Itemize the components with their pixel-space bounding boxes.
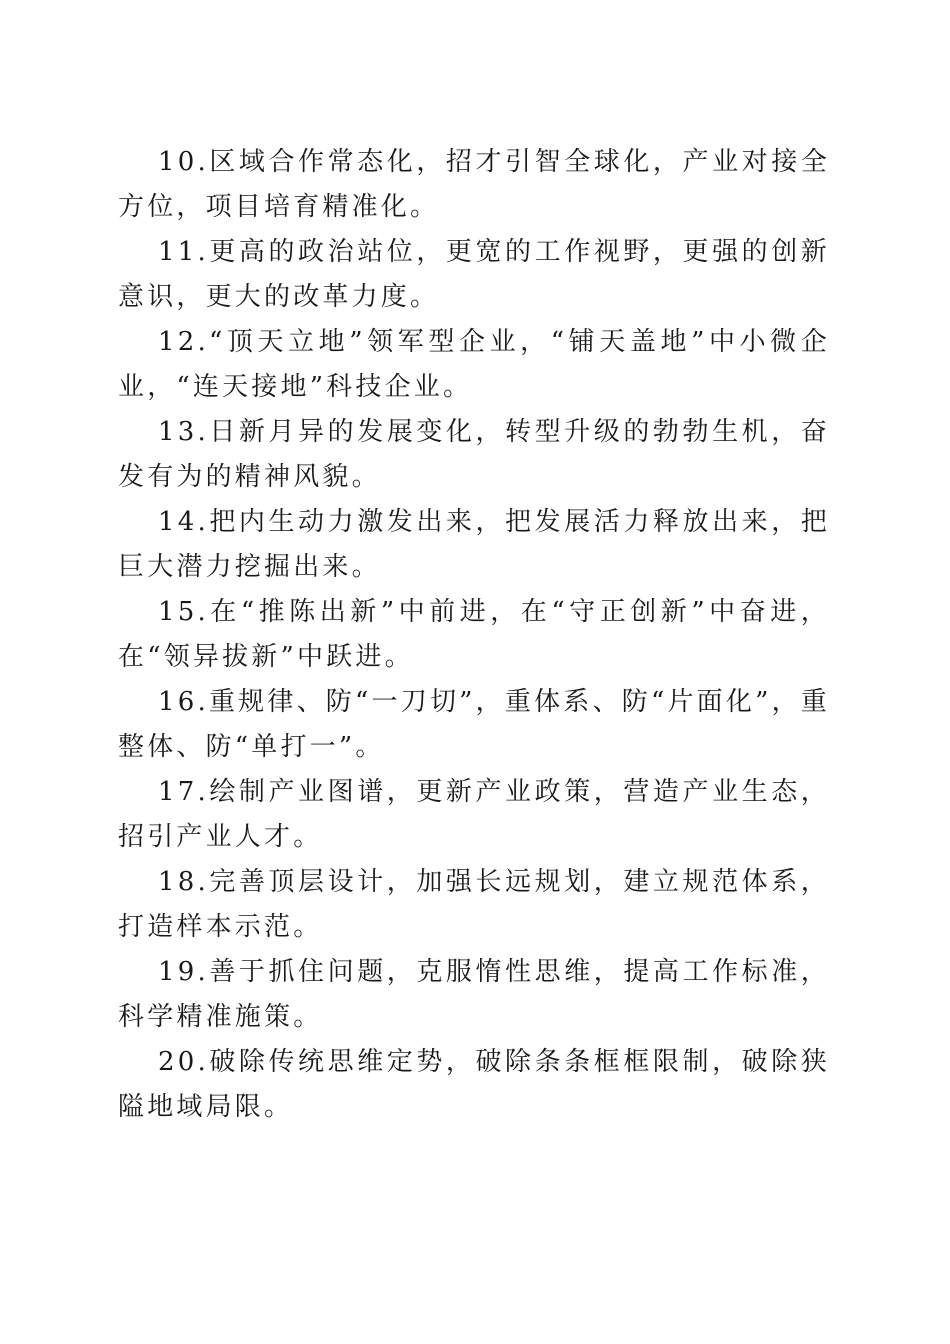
list-item: 16.重规律、防“一刀切”，重体系、防“片面化”，重整体、防“单打一”。 bbox=[118, 687, 830, 762]
list-item: 17.绘制产业图谱，更新产业政策，营造产业生态，招引产业人才。 bbox=[118, 777, 830, 852]
list-item: 10.区域合作常态化，招才引智全球化，产业对接全方位，项目培育精准化。 bbox=[118, 147, 830, 222]
list-item: 20.破除传统思维定势，破除条条框框限制，破除狭隘地域局限。 bbox=[118, 1047, 830, 1122]
list-item: 12.“顶天立地”领军型企业，“铺天盖地”中小微企业，“连天接地”科技企业。 bbox=[118, 327, 830, 402]
list-item: 13.日新月异的发展变化，转型升级的勃勃生机，奋发有为的精神风貌。 bbox=[118, 417, 830, 492]
list-item: 11.更高的政治站位，更宽的工作视野，更强的创新意识，更大的改革力度。 bbox=[118, 237, 830, 312]
list-item: 18.完善顶层设计，加强长远规划，建立规范体系，打造样本示范。 bbox=[118, 867, 830, 942]
list-item: 19.善于抓住问题，克服惰性思维，提高工作标准，科学精准施策。 bbox=[118, 957, 830, 1032]
document-body bbox=[118, 140, 830, 1130]
list-item: 14.把内生动力激发出来，把发展活力释放出来，把巨大潜力挖掘出来。 bbox=[118, 507, 830, 582]
list-item: 15.在“推陈出新”中前进，在“守正创新”中奋进，在“领异拔新”中跃进。 bbox=[118, 597, 830, 672]
